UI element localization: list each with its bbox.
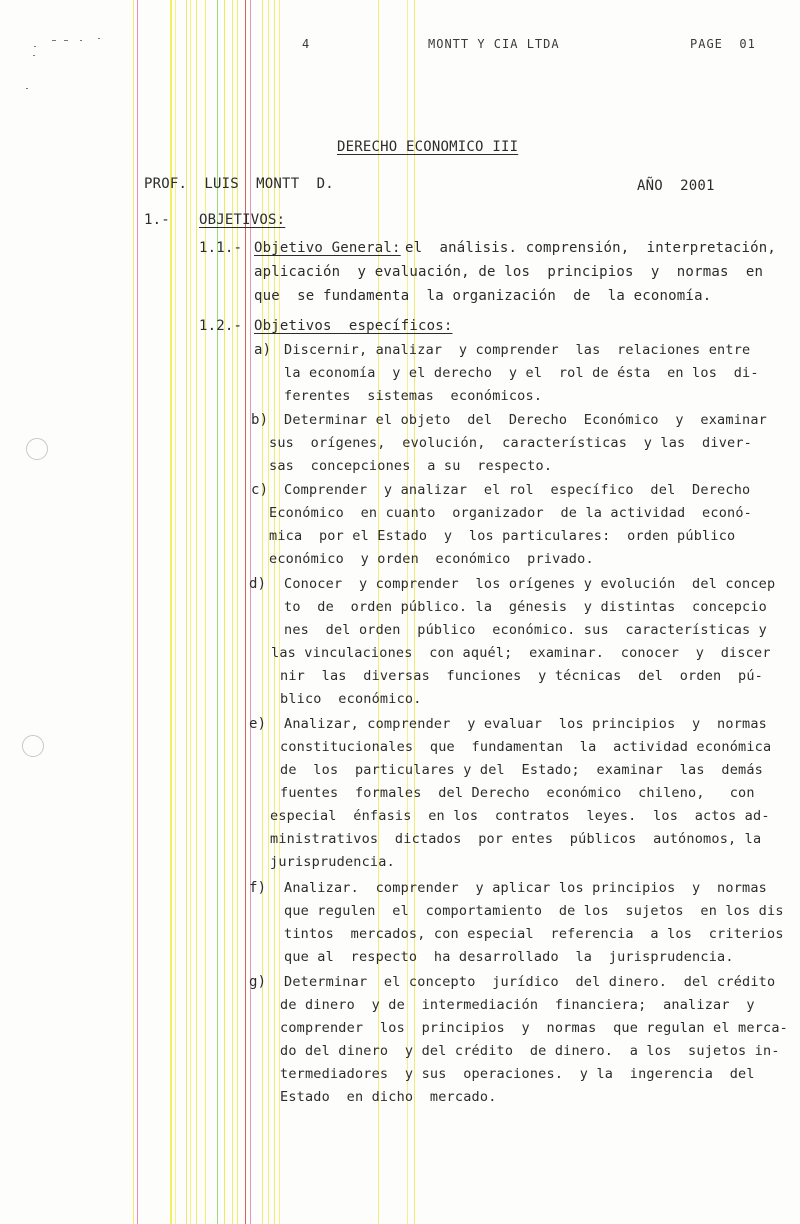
item-e-line: de los particulares y del Estado; examinar las demás [280,762,764,778]
item-d-line: to de orden público. la génesis y distintas concepcio [284,599,768,615]
item-d-line: nes del orden público económico. sus características y [284,622,768,638]
item-a-line: Discernir, analizar y comprender las relaciones entre [284,342,751,358]
item-a-line: la economía y el derecho y el rol de ésta en los di- [284,365,759,381]
course-title: DERECHO ECONOMICO III [337,139,519,155]
item-c-line: Económico en cuanto organizador de la actividad econó- [269,505,753,521]
item-g-line: comprender los principios y normas que regulan el merca- [280,1020,788,1036]
item-c-line: mica por el Estado y los particulares: orden público [269,528,736,544]
section-title: OBJETIVOS: [199,212,286,228]
header-page-number: PAGE 01 [690,37,756,51]
item-d-line: Conocer y comprender los orígenes y evolución del concep [284,576,776,592]
item-c-line: económico y orden económico privado. [269,551,594,567]
item-letter-g: g) [249,974,267,990]
item-e-line: Analizar, comprender y evaluar los principios y normas [284,716,768,732]
general-objective-label: Objetivo General: [254,240,401,256]
item-letter-e: e) [249,716,267,732]
general-objective-line: el análisis. comprensión, interpretación, [405,240,777,256]
item-d-line: nir las diversas funciones y técnicas del orden pú- [280,668,764,684]
item-g-line: termediadores y sus operaciones. y la ingerencia del [280,1066,755,1082]
item-f-line: que al respecto ha desarrollado la jurisprudencia. [284,949,734,965]
professor-name: PROF. LUIS MONTT D. [144,176,334,192]
item-e-line: ministrativos dictados por entes públicos autónomos, la [270,831,762,847]
item-c-line: Comprender y analizar el rol específico del Derecho [284,482,751,498]
item-g-line: Determinar el concepto jurídico del dinero. del crédito [284,974,776,990]
specific-objectives-number: 1.2.- [199,318,243,334]
general-objective-line: que se fundamenta la organización de la economía. [254,288,712,304]
section-number: 1.- [144,212,170,228]
item-b-line: sas concepciones a su respecto. [269,458,553,474]
item-a-line: ferentes sistemas económicos. [284,388,543,404]
item-letter-a: a) [254,342,272,358]
item-letter-f: f) [249,880,267,896]
general-objective-number: 1.1.- [199,240,243,256]
item-e-line: constitucionales que fundamentan la actividad económica [280,739,772,755]
item-e-line: especial énfasis en los contratos leyes. los actos ad- [270,808,770,824]
header-company: MONTT Y CIA LTDA [428,37,560,51]
item-letter-c: c) [251,482,269,498]
item-b-line: sus orígenes, evolución, características y las diver- [269,435,753,451]
item-d-line: las vinculaciones con aquél; examinar. conocer y discer [271,645,771,661]
punch-hole-bottom [22,735,44,757]
item-letter-d: d) [249,576,267,592]
item-g-line: do del dinero y del crédito de dinero. a los sujetos in- [280,1043,780,1059]
general-objective-line: aplicación y evaluación, de los principios y normas en [254,264,764,280]
specific-objectives-label: Objetivos específicos: [254,318,453,334]
item-e-line: jurisprudencia. [270,854,395,870]
item-f-line: que regulen el comportamiento de los sujetos en los dis [284,903,784,919]
item-g-line: de dinero y de intermediación financiera; analizar y [280,997,755,1013]
item-b-line: Determinar el objeto del Derecho Económico y examinar [284,412,768,428]
item-f-line: Analizar. comprender y aplicar los principios y normas [284,880,768,896]
header-mark: 4 [302,37,311,51]
item-letter-b: b) [251,412,269,428]
item-g-line: Estado en dicho mercado. [280,1089,497,1105]
item-e-line: fuentes formales del Derecho económico chileno, con [280,785,755,801]
academic-year: AÑO 2001 [637,178,715,194]
punch-hole-top [26,438,48,460]
item-d-line: blico económico. [280,691,422,707]
item-f-line: tintos mercados, con especial referencia a los criterios [284,926,784,942]
